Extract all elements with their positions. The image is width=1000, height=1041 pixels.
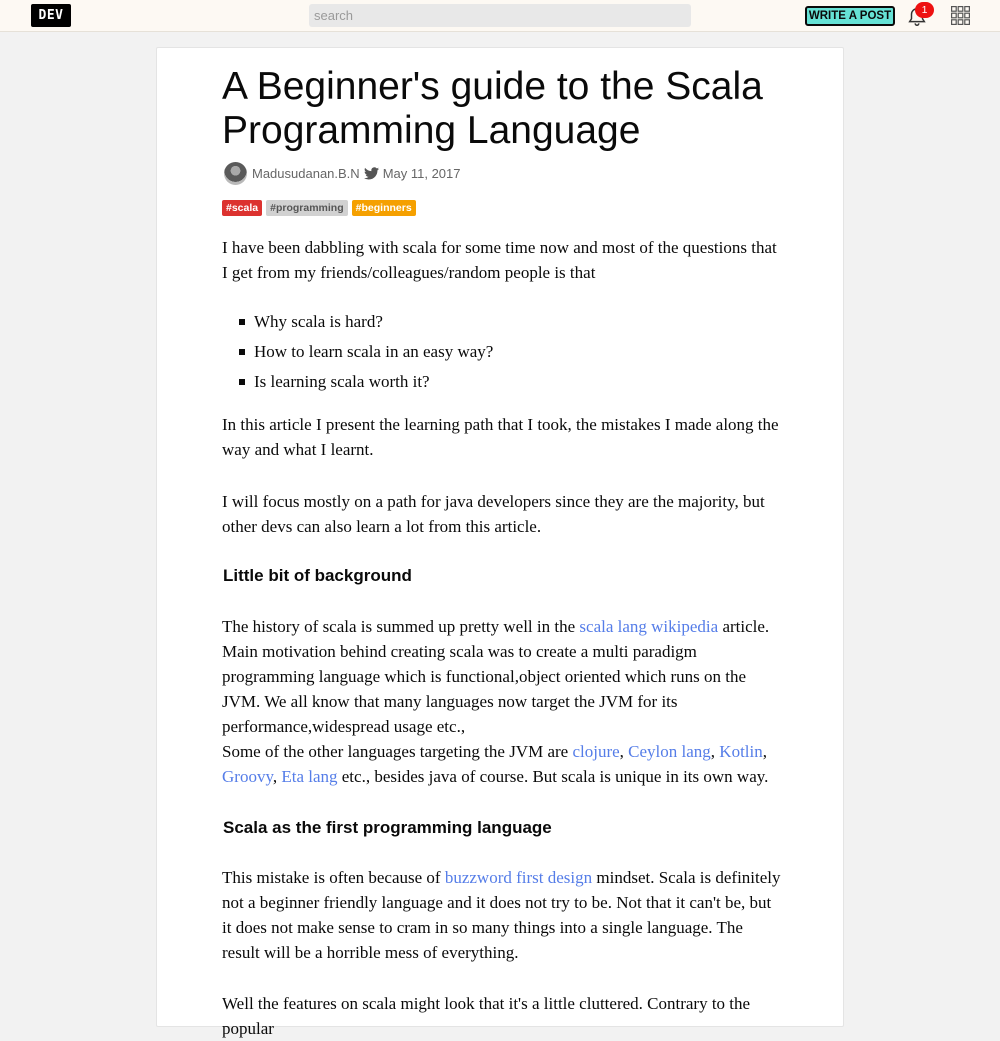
article-title: A Beginner's guide to the Scala Programming Language [222,65,763,152]
tag-programming[interactable]: #programming [266,200,348,216]
list-item: How to learn scala in an easy way? [254,339,493,364]
clojure-link[interactable]: clojure [572,742,620,761]
wikipedia-link[interactable]: scala lang wikipedia [579,617,719,636]
jvm-languages-paragraph: Some of the other languages targeting the JVM are clojure, Ceylon lang, Kotlin, Groovy, Eta lang etc., besides java of course. But scala is unique in its own way. [222,742,769,786]
intro-paragraph: I have been dabbling with scala for some time now and most of the questions that I get from my friends/colleagues/random people is that [222,238,777,282]
trailing-paragraph: Well the features on scala might look that it's a little cluttered. Contrary to the popular [222,994,751,1038]
publish-date: May 11, 2017 [382,165,461,181]
history-paragraph [222,614,782,739]
apps-grid-icon[interactable] [951,6,970,25]
write-post-button[interactable]: WRITE A POST [805,6,895,26]
section-heading-background: Little bit of background [223,566,412,585]
tag-scala[interactable]: #scala [222,200,262,216]
tag-beginners[interactable]: #beginners [352,200,416,216]
text-span: The history of scala is summed up pretty well in the [222,617,580,636]
list-item: Why scala is hard? [254,309,383,334]
ceylon-link[interactable]: Ceylon lang [628,742,711,761]
author-name[interactable]: Madusudanan.B.N [252,165,360,181]
article-meta [224,161,461,185]
list-item: Is learning scala worth it? [254,369,430,394]
groovy-link[interactable]: Groovy [222,767,273,786]
top-navbar [0,0,1000,32]
twitter-icon[interactable] [364,167,379,180]
author-avatar[interactable] [224,162,247,185]
tag-list [222,200,416,216]
text-span: article. Main motivation behind creating scala was to create a multi paradigm programming language which is functional,object oriented which runs on the JVM. We all know that many languages now target the JVM for its performance,widespread usage etc., [222,617,770,736]
text-span: etc., besides java of course. But scala is unique in its own way. [337,767,769,786]
dev-logo[interactable]: DEV [31,4,71,27]
eta-link[interactable]: Eta lang [281,767,338,786]
section-heading-first-language: Scala as the first programming language [223,818,552,837]
notification-count-badge[interactable]: 1 [915,2,934,18]
learning-path-paragraph: In this article I present the learning path that I took, the mistakes I made along the way and what I learnt. [222,415,779,459]
text-span: mindset. Scala is definitely not a beginner friendly language and it does not try to be. Not that it can't be, but it does not make sense to cram in so many things into a single language. The result will be a horrible mess of everything. [222,868,781,962]
kotlin-link[interactable]: Kotlin [719,742,763,761]
search-input[interactable] [309,4,691,27]
buzzword-link[interactable]: buzzword first design [444,868,593,887]
text-span: Some of the other languages targeting the JVM are [222,742,573,761]
text-span: This mistake is often because of [222,868,445,887]
mistake-paragraph [222,865,782,965]
focus-paragraph: I will focus mostly on a path for java developers since they are the majority, but other devs can also learn a lot from this article. [222,492,765,536]
